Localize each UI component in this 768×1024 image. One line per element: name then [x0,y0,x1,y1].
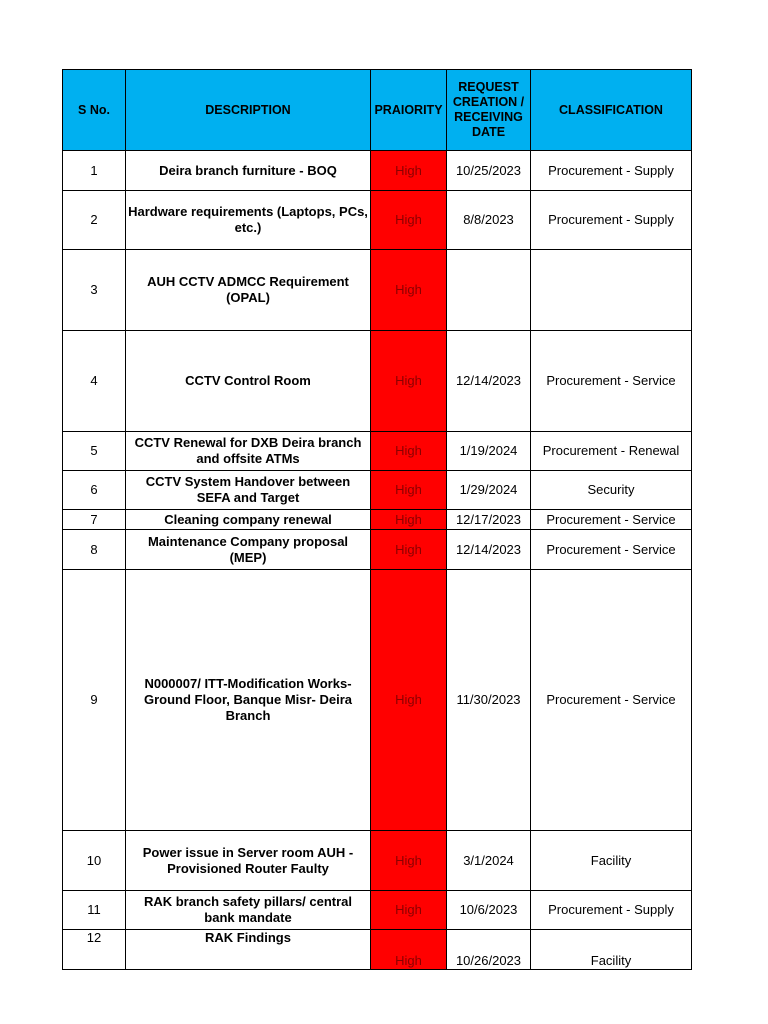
cell-priority: High [371,432,447,471]
cell-sno: 9 [63,570,126,831]
cell-priority: High [371,530,447,570]
cell-sno: 3 [63,250,126,331]
cell-date: 10/26/2023 [447,930,531,970]
cell-classification [531,250,692,331]
cell-date: 11/30/2023 [447,570,531,831]
cell-description: CCTV Renewal for DXB Deira branch and offsite ATMs [126,432,371,471]
table-row [63,510,692,530]
header-row [63,70,692,151]
cell-description: Hardware requirements (Laptops, PCs, etc.) [126,191,371,250]
priority-table [62,69,692,970]
table-row [63,191,692,250]
cell-classification: Procurement - Service [531,510,692,530]
cell-classification: Procurement - Supply [531,151,692,191]
table-row [63,530,692,570]
cell-classification: Procurement - Service [531,331,692,432]
cell-description: Power issue in Server room AUH - Provisioned Router Faulty [126,831,371,891]
cell-classification: Security [531,471,692,510]
cell-classification: Procurement - Supply [531,891,692,930]
cell-priority: High [371,191,447,250]
cell-sno: 8 [63,530,126,570]
cell-description: CCTV System Handover between SEFA and Target [126,471,371,510]
table-row [63,831,692,891]
cell-sno: 11 [63,891,126,930]
cell-date: 12/14/2023 [447,530,531,570]
cell-date: 10/6/2023 [447,891,531,930]
cell-classification: Procurement - Renewal [531,432,692,471]
cell-sno: 7 [63,510,126,530]
cell-description: Cleaning company renewal [126,510,371,530]
table-row [63,432,692,471]
cell-priority: High [371,831,447,891]
cell-date: 3/1/2024 [447,831,531,891]
cell-priority: High [371,471,447,510]
cell-date: 10/25/2023 [447,151,531,191]
cell-description: Maintenance Company proposal (MEP) [126,530,371,570]
header-date: REQUEST CREATION / RECEIVING DATE [447,70,531,151]
cell-sno: 6 [63,471,126,510]
header-sno: S No. [63,70,126,151]
cell-priority: High [371,331,447,432]
cell-description: CCTV Control Room [126,331,371,432]
cell-classification: Procurement - Supply [531,191,692,250]
cell-sno: 5 [63,432,126,471]
cell-classification: Procurement - Service [531,530,692,570]
table-row [63,570,692,831]
cell-sno: 1 [63,151,126,191]
table-row [63,930,692,970]
cell-description: AUH CCTV ADMCC Requirement (OPAL) [126,250,371,331]
table-row [63,331,692,432]
cell-description: Deira branch furniture - BOQ [126,151,371,191]
cell-sno: 10 [63,831,126,891]
cell-sno: 12 [63,930,126,970]
cell-priority: High [371,151,447,191]
cell-description: N000007/ ITT-Modification Works-Ground Floor, Banque Misr- Deira Branch [126,570,371,831]
cell-sno: 2 [63,191,126,250]
cell-date: 12/14/2023 [447,331,531,432]
cell-classification: Facility [531,930,692,970]
table-row [63,250,692,331]
table-row [63,891,692,930]
cell-classification: Procurement - Service [531,570,692,831]
cell-description: RAK branch safety pillars/ central bank mandate [126,891,371,930]
cell-classification: Facility [531,831,692,891]
header-classification: CLASSIFICATION [531,70,692,151]
priority-table-container [62,69,691,968]
cell-date: 1/29/2024 [447,471,531,510]
cell-priority: High [371,891,447,930]
header-description: DESCRIPTION [126,70,371,151]
cell-description: RAK Findings [126,930,371,970]
cell-date [447,250,531,331]
cell-priority: High [371,930,447,970]
cell-date: 8/8/2023 [447,191,531,250]
cell-priority: High [371,570,447,831]
cell-priority: High [371,510,447,530]
cell-date: 1/19/2024 [447,432,531,471]
cell-sno: 4 [63,331,126,432]
table-row [63,151,692,191]
table-row [63,471,692,510]
cell-date: 12/17/2023 [447,510,531,530]
cell-priority: High [371,250,447,331]
header-priority: PRAIORITY [371,70,447,151]
